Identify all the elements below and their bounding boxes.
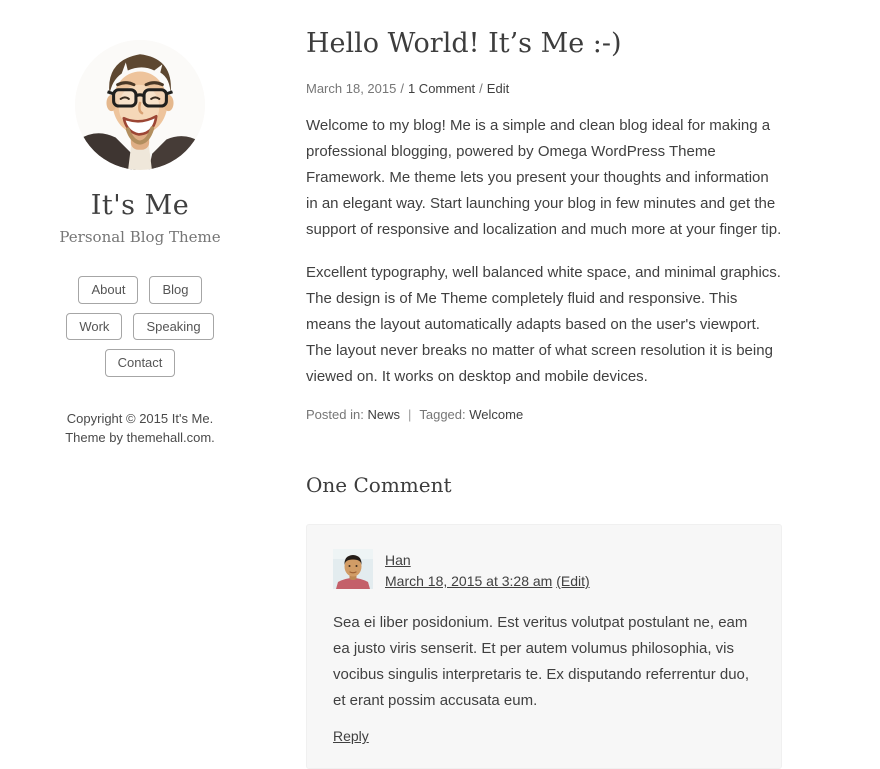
post-meta [306, 81, 782, 96]
comment-date-link[interactable]: March 18, 2015 at 3:28 am [385, 573, 553, 590]
category-link[interactable]: News [367, 407, 400, 423]
nav-button-contact[interactable]: Contact [105, 349, 176, 377]
comment-author-link[interactable]: Han [385, 552, 411, 569]
post-title: Hello World! It’s Me :-) [306, 28, 622, 59]
comment [306, 524, 782, 769]
site-avatar-icon [75, 40, 205, 170]
reply-link[interactable]: Reply [333, 728, 369, 745]
post-paragraph: Welcome to my blog! Me is a simple and clean blog ideal for making a professional blogging, powered by Omega WordPress Theme Framework. Me theme lets you present your thoughts and information in an elegant way. Start launching your blog in few minutes and get the support of responsive and localization and much more at your finger tip. [306, 117, 782, 239]
nav-button-about[interactable]: About [78, 276, 138, 304]
comments-section [306, 472, 782, 769]
nav-button-blog[interactable]: Blog [149, 276, 201, 304]
meta-separator: / [400, 81, 404, 97]
meta-separator: / [479, 81, 483, 97]
tagged-label: Tagged: [419, 407, 466, 423]
copyright-line-2: Theme by themehall.com. [65, 430, 215, 446]
post-body [306, 113, 782, 390]
commenter-avatar-icon [333, 549, 373, 589]
comment-body [333, 610, 755, 714]
comment-edit-link[interactable]: (Edit) [556, 573, 590, 590]
edit-post-link[interactable]: Edit [486, 81, 510, 97]
site-avatar [75, 40, 205, 170]
comments-heading: One Comment [306, 473, 452, 498]
post-footer-meta [306, 407, 782, 422]
post [306, 26, 782, 422]
nav-button-work[interactable]: Work [66, 313, 122, 341]
comment-text: Sea ei liber posidonium. Est veritus volutpat postulant ne, eam ea justo viris senserit. Et per autem volumus philosophia, vis vocibus singulis interpretaris te. Ex disputando referrentur duo, et erant possim accusata eum. [333, 614, 750, 710]
posted-in-label: Posted in: [306, 407, 364, 423]
site-title[interactable]: It's Me [90, 190, 190, 221]
main-content [306, 0, 782, 769]
site-nav [45, 276, 235, 377]
comments-count-link[interactable]: 1 Comment [407, 81, 476, 97]
comment-header [333, 549, 755, 592]
site-tagline: Personal Blog Theme [59, 228, 221, 246]
sidebar [0, 0, 280, 769]
copyright-line-1: Copyright © 2015 It's Me. [66, 410, 214, 426]
post-paragraph: Excellent typography, well balanced white space, and minimal graphics. The design is of Me Theme completely fluid and responsive. This means the layout automatically adapts based on the user's viewport. The layout never breaks no matter of what screen resolution it is being viewed on. It works on desktop and mobile devices. [306, 264, 781, 386]
commenter-avatar [333, 549, 373, 589]
nav-button-speaking[interactable]: Speaking [133, 313, 213, 341]
post-date: March 18, 2015 [306, 81, 397, 97]
tag-link[interactable]: Welcome [469, 407, 524, 423]
comment-byline [385, 549, 590, 592]
site-copyright [0, 409, 280, 448]
footer-divider: | [407, 407, 412, 423]
